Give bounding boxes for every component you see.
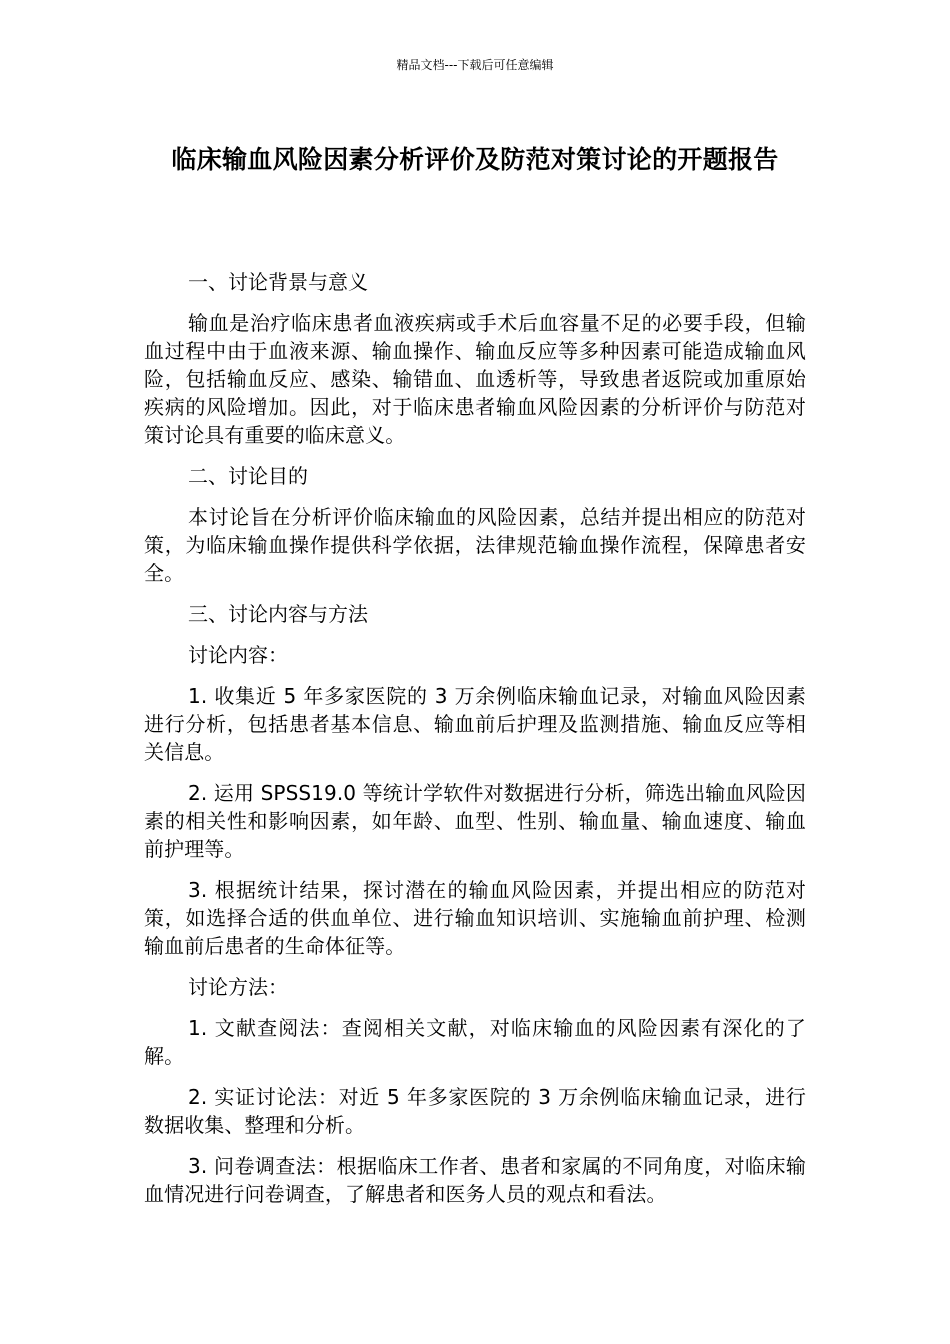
background-paragraph: 输血是治疗临床患者血液疾病或手术后血容量不足的必要手段，但输血过程中由于血液来源、输血操作、输血反应等多种因素可能造成输血风险，包括输血反应、感染、输错血、血透析等，导致患者返院或加重原始疾病的风险增加。因此，对于临床患者输血风险因素的分析评价与防范对策讨论具有重要的临床意义。 [144, 311, 806, 447]
content-item: 3. 根据统计结果，探讨潜在的输血风险因素，并提出相应的防范对策，如选择合适的供血单位、进行输血知识培训、实施输血前护理、检测输血前后患者的生命体征等。 [144, 878, 806, 958]
methods-list [144, 1014, 806, 1208]
document-body [144, 268, 806, 1221]
section-heading-purpose: 二、讨论目的 [188, 464, 308, 488]
content-list [144, 682, 806, 960]
page-header: 精品文档---下载后可任意编辑 [396, 58, 554, 72]
purpose-paragraph: 本讨论旨在分析评价临床输血的风险因素，总结并提出相应的防范对策，为临床输血操作提供科学依据，法律规范输血操作流程，保障患者安全。 [144, 505, 806, 585]
method-item: 1. 文献查阅法：查阅相关文献，对临床输血的风险因素有深化的了解。 [144, 1016, 806, 1068]
content-item: 2. 运用 SPSS19.0 等统计学软件对数据进行分析，筛选出输血风险因素的相关性和影响因素，如年龄、血型、性别、输血量、输血速度、输血前护理等。 [144, 781, 806, 861]
method-item: 3. 问卷调查法：根据临床工作者、患者和家属的不同角度，对临床输血情况进行问卷调查，了解患者和医务人员的观点和看法。 [144, 1154, 806, 1206]
document-title: 临床输血风险因素分析评价及防范对策讨论的开题报告 [171, 145, 779, 174]
method-item: 2. 实证讨论法：对近 5 年多家医院的 3 万余例临床输血记录，进行数据收集、整理和分析。 [144, 1085, 806, 1137]
section-heading-background: 一、讨论背景与意义 [188, 270, 368, 294]
content-label: 讨论内容： [188, 643, 288, 667]
methods-label: 讨论方法： [188, 975, 288, 999]
section-heading-content-methods: 三、讨论内容与方法 [188, 602, 368, 626]
content-item: 1. 收集近 5 年多家医院的 3 万余例临床输血记录，对输血风险因素进行分析，包括患者基本信息、输血前后护理及监测措施、输血反应等相关信息。 [144, 684, 806, 764]
